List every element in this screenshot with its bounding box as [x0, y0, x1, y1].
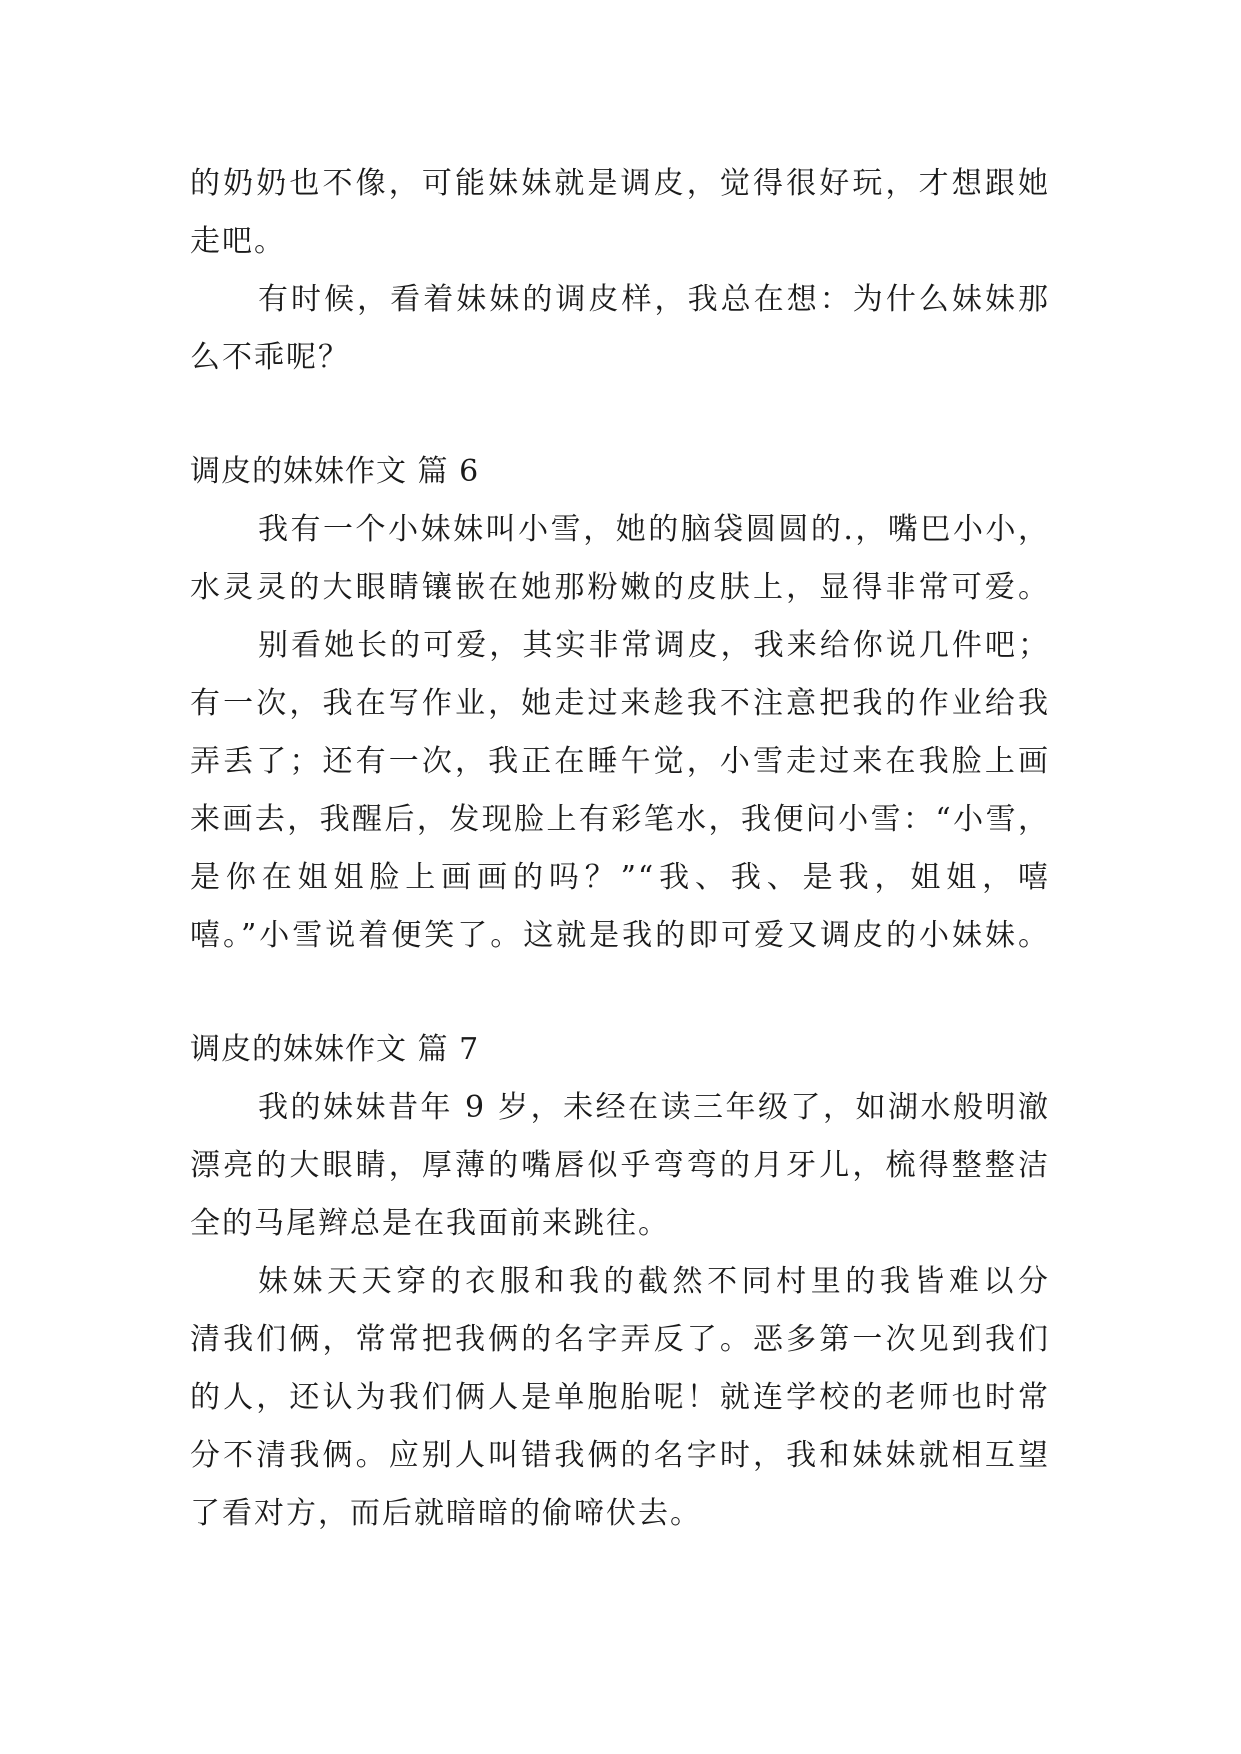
text-line: 别看她长的可爱，其实非常调皮，我来给你说几件吧；	[258, 628, 1050, 663]
paragraph	[190, 271, 1050, 387]
text-line: 么不乖呢？	[190, 340, 350, 375]
text-line: 走吧。	[190, 224, 286, 259]
paragraph	[190, 1079, 1050, 1253]
text-line: 嘻。”小雪说着便笑了。这就是我的即可爱又调皮的小妹妹。	[190, 918, 1050, 953]
text-line: 是你在姐姐脸上画画的吗？”“我、我、是我，姐姐，嘻	[190, 860, 1050, 895]
paragraph	[190, 1253, 1050, 1543]
section-heading: 调皮的妹妹作文 篇 6	[190, 454, 480, 489]
text-line: 弄丢了；还有一次，我正在睡午觉，小雪走过来在我脸上画	[190, 744, 1050, 779]
paragraph	[190, 155, 1050, 271]
text-line: 的人，还认为我们俩人是单胞胎呢！就连学校的老师也时常	[190, 1380, 1050, 1415]
text-line: 清我们俩，常常把我俩的名字弄反了。恶多第一次见到我们	[190, 1322, 1050, 1357]
text-line: 水灵灵的大眼睛镶嵌在她那粉嫩的皮肤上，显得非常可爱。	[190, 570, 1050, 605]
text-line: 有一次，我在写作业，她走过来趁我不注意把我的作业给我	[190, 686, 1050, 721]
text-line: 有时候，看着妹妹的调皮样，我总在想：为什么妹妹那	[258, 282, 1050, 317]
paragraph	[190, 617, 1050, 965]
text-line: 我有一个小妹妹叫小雪，她的脑袋圆圆的.，嘴巴小小，	[258, 512, 1050, 547]
text-line: 我的妹妹昔年 9 岁，未经在读三年级了，如湖水般明澈	[258, 1090, 1050, 1125]
text-line: 漂亮的大眼睛，厚薄的嘴唇似乎弯弯的月牙儿，梳得整整洁	[190, 1148, 1050, 1183]
text-line: 来画去，我醒后，发现脸上有彩笔水，我便问小雪：“小雪，	[190, 802, 1050, 837]
text-line: 妹妹天天穿的衣服和我的截然不同村里的我皆难以分	[258, 1264, 1050, 1299]
text-line: 全的马尾辫总是在我面前来跳往。	[190, 1206, 670, 1241]
paragraph	[190, 501, 1050, 617]
text-line: 分不清我俩。应别人叫错我俩的名字时，我和妹妹就相互望	[190, 1438, 1050, 1473]
text-line: 的奶奶也不像，可能妹妹就是调皮，觉得很好玩，才想跟她	[190, 166, 1050, 201]
document-body	[190, 155, 1050, 1543]
text-line: 了看对方，而后就暗暗的偷啼伏去。	[190, 1496, 702, 1531]
section-heading: 调皮的妹妹作文 篇 7	[190, 1032, 480, 1067]
